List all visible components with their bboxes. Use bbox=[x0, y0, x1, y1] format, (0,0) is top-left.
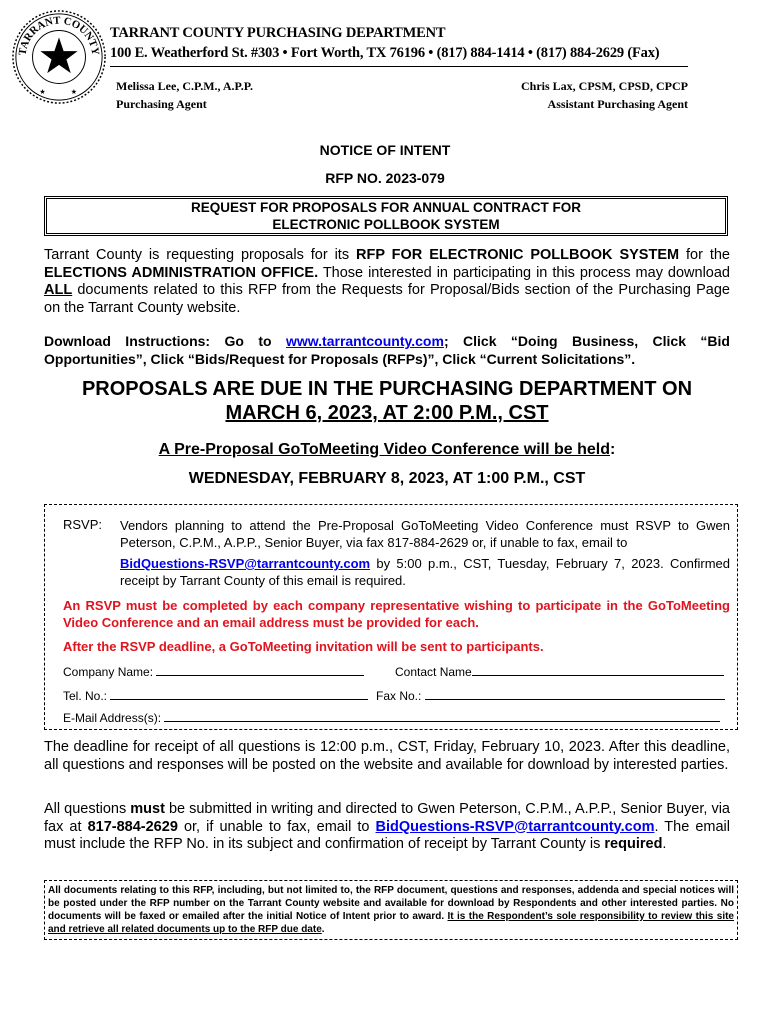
rsvp-text: Vendors planning to attend the Pre-Proposal GoToMeeting Video Conference must RSVP to Gwen Peterson, C.P.M., A.P.P., Senior Buyer, via fax 817-884-2629 or, if unable to fax, email to bbox=[120, 518, 730, 550]
download-text: ; Click “Doing Business, Click “Bid Opportunities”, Click “Bids/Request for Proposals (RFPs)”, Click “Current Solicitations”. bbox=[44, 333, 730, 367]
fax-row bbox=[376, 687, 725, 703]
tel-row bbox=[63, 687, 368, 703]
due-line2: MARCH 6, 2023, AT 2:00 P.M., CST bbox=[225, 402, 549, 424]
questions-text: . The email must include the RFP No. in its subject and confirmation of receipt by Tarrant County is bbox=[44, 818, 730, 852]
conference-date: WEDNESDAY, FEBRUARY 8, 2023, AT 1:00 P.M., CST bbox=[188, 470, 586, 487]
purchasing-agent-title: Purchasing Agent bbox=[116, 97, 207, 111]
intro-text: documents related to this RFP from the Requests for Proposal/Bids section of the Purchasing Page on the Tarrant County website. bbox=[44, 282, 730, 316]
county-seal-logo bbox=[10, 8, 108, 106]
disclaimer-end: . bbox=[321, 924, 325, 935]
rfp-title-line1: REQUEST FOR PROPOSALS FOR ANNUAL CONTRACT FOR bbox=[190, 200, 581, 215]
intro-rfp-name: RFP FOR ELECTRONIC POLLBOOK SYSTEM bbox=[356, 247, 680, 263]
department-name: TARRANT COUNTY PURCHASING DEPARTMENT bbox=[110, 25, 446, 41]
company-name-row bbox=[63, 663, 364, 679]
disclaimer-responsibility: It is the Respondent’s sole responsibility to review this site and retrieve all related documents up to the RFP due date bbox=[48, 911, 734, 935]
proposal-due-heading bbox=[44, 377, 730, 425]
purchasing-agent-block bbox=[116, 77, 253, 113]
questions-email-link[interactable]: BidQuestions-RSVP@tarrantcounty.com bbox=[375, 818, 655, 835]
contact-name-row bbox=[395, 663, 724, 679]
tel-label: Tel. No.: bbox=[63, 689, 108, 703]
purchasing-agent-name: Melissa Lee, C.P.M., A.P.P. bbox=[116, 79, 253, 93]
rfp-title-line2: ELECTRONIC POLLBOOK SYSTEM bbox=[272, 217, 500, 232]
assistant-agent-name: Chris Lax, CPSM, CPSD, CPCP bbox=[521, 79, 688, 93]
header-divider bbox=[110, 66, 688, 67]
questions-text: or, if unable to fax, email to bbox=[177, 818, 376, 835]
intro-text: Tarrant County is requesting proposals for its bbox=[44, 247, 356, 263]
conference-heading-text: A Pre-Proposal GoToMeeting Video Conference will be held bbox=[158, 441, 610, 458]
county-website-link[interactable]: www.tarrantcounty.com bbox=[286, 333, 444, 349]
rsvp-email-text bbox=[120, 555, 730, 589]
questions-must: must bbox=[130, 801, 165, 817]
fax-field[interactable] bbox=[425, 687, 725, 700]
department-address: 100 E. Weatherford St. #303 • Fort Worth, TX 76196 • (817) 884-1414 • (817) 884-2629 (Fax) bbox=[110, 45, 660, 61]
question-deadline-paragraph: The deadline for receipt of all questions is 12:00 p.m., CST, Friday, February 10, 2023. After this deadline, all questions and responses will be posted on the website and available for download by interested parties. bbox=[44, 739, 730, 773]
email-label: E-Mail Address(s): bbox=[63, 711, 162, 725]
questions-submission-paragraph bbox=[44, 801, 730, 854]
rsvp-section bbox=[44, 504, 738, 730]
notice-title: NOTICE OF INTENT bbox=[319, 142, 451, 158]
seal-text-top: TARRANT COUNTY bbox=[16, 14, 102, 57]
rsvp-invitation-note: After the RSVP deadline, a GoToMeeting invitation will be sent to participants. bbox=[63, 639, 544, 654]
intro-office-name: ELECTIONS ADMINISTRATION OFFICE. bbox=[44, 264, 319, 281]
rfp-title-box bbox=[44, 196, 728, 236]
email-field[interactable] bbox=[164, 709, 720, 722]
contact-name-label: Contact Name bbox=[395, 665, 472, 679]
contact-name-field[interactable] bbox=[472, 663, 724, 676]
intro-all-emphasis: ALL bbox=[44, 282, 73, 298]
conference-heading bbox=[44, 441, 730, 459]
intro-paragraph bbox=[44, 247, 730, 317]
conference-heading-colon: : bbox=[610, 441, 616, 458]
company-name-field[interactable] bbox=[156, 663, 364, 676]
intro-text: Those interested in participating in this process may download bbox=[318, 264, 730, 281]
disclaimer-text: All documents relating to this RFP, including, but not limited to, the RFP document, questions and responses, addenda and special notices will be posted under the RFP number on the Tarrant County website and available for download by Respondents and other interested parties. No documents will be faxed or emailed after the initial Notice of Intent prior to award. bbox=[48, 885, 734, 922]
assistant-agent-title: Assistant Purchasing Agent bbox=[547, 97, 688, 111]
questions-text: . bbox=[662, 836, 667, 852]
questions-text: All questions bbox=[44, 801, 131, 817]
download-text: Download Instructions: Go to bbox=[44, 333, 287, 349]
questions-fax-number: 817-884-2629 bbox=[87, 818, 178, 835]
email-row bbox=[63, 709, 720, 725]
svg-text:★: ★ bbox=[70, 89, 77, 97]
download-instructions bbox=[44, 333, 730, 368]
rsvp-deadline-text: by 5:00 p.m., CST, Tuesday, February 7, 2023. Confirmed receipt by Tarrant County of this email is required. bbox=[120, 556, 730, 588]
rsvp-label: RSVP: bbox=[63, 517, 103, 532]
tel-field[interactable] bbox=[110, 687, 368, 700]
company-name-label: Company Name: bbox=[63, 665, 154, 679]
fax-label: Fax No.: bbox=[376, 689, 422, 703]
questions-required: required bbox=[604, 836, 663, 852]
questions-text: be submitted in writing and directed to Gwen Peterson, C.P.M., A.P.P., Senior Buyer, via fax at bbox=[44, 801, 730, 835]
assistant-agent-block bbox=[521, 77, 688, 113]
rfp-number: RFP NO. 2023-079 bbox=[325, 170, 445, 186]
due-line1: PROPOSALS ARE DUE IN THE PURCHASING DEPARTMENT ON bbox=[81, 378, 693, 400]
disclaimer-box bbox=[44, 880, 738, 940]
rsvp-warning: An RSVP must be completed by each company representative wishing to participate in the GoToMeeting Video Conference and an email address must be provided for each. bbox=[63, 598, 730, 630]
rsvp-email-link[interactable]: BidQuestions-RSVP@tarrantcounty.com bbox=[120, 556, 371, 571]
svg-text:★: ★ bbox=[39, 89, 46, 97]
intro-text: for the bbox=[679, 247, 730, 263]
